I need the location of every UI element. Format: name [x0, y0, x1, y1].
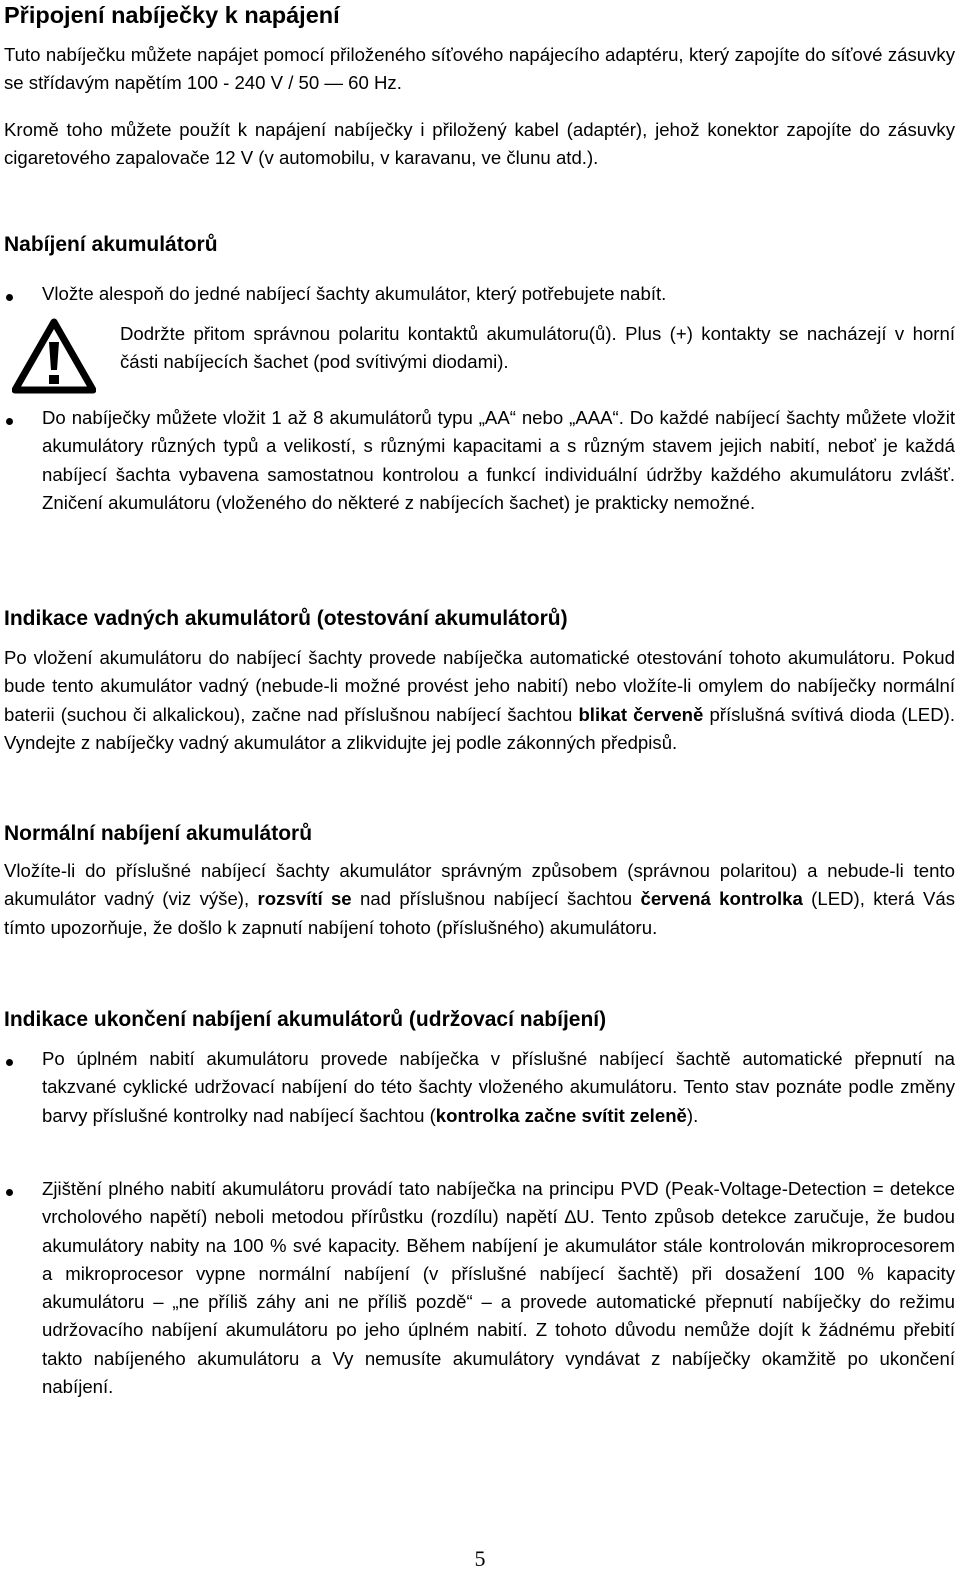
paragraph-adapter: Tuto nabíječku můžete napájet pomocí přiloženého síťového napájecího adaptéru, který zapojíte do síťové zásuvky se střídavým napětím 100 - 240 V / 50 — 60 Hz. [4, 44, 955, 94]
emphasis-green-indicator: kontrolka začne svítit zeleně [435, 1104, 687, 1126]
bullet-dot [6, 1189, 13, 1196]
section-heading-faulty: Indikace vadných akumulátorů (otestování akumulátorů) [4, 607, 568, 630]
emphasis-lights-up: rozsvítí se [257, 888, 352, 910]
section-heading-charging: Nabíjení akumulátorů [4, 233, 218, 256]
bullet-pvd-detection: Zjištění plného nabití akumulátoru provádí tato nabíječka na principu PVD (Peak-Voltage-Detection = detekce vrcholového napětí) neboli metodou přírůstku (rozdílu) napětí ∆U. Tento způsob detekce zaručuje, že budou akumulátory nabity na 100 % své kapacity. Během nabíjení je akumulátor stále kontrolován mikroprocesorem a mikroprocesor vypne normální nabíjení (v příslušné nabíjecí šachtě) při dosažení 100 % kapacity akumulátoru – „ne příliš záhy ani ne příliš pozdě“ – a provede automatické přepnutí nabíječky do režimu udržovacího nabíjení akumulátoru po jeho úplném nabití. Z tohoto důvodu nemůže dojít k žádnému přebití takto nabíjeného akumulátoru a Vy nemusíte akumulátory vyndávat z nabíječky okamžitě po ukončení nabíjení. [42, 1178, 955, 1398]
bullet-battery-types: Do nabíječky můžete vložit 1 až 8 akumulátorů typu „AA“ nebo „AAA“. Do každé nabíjecí šachty můžete vložit akumulátory různých typů a velikostí, s různými kapacitami a s různým stavem jejich nabití, neboť je každá nabíjecí šachta vybavena samostatnou kontrolou a funkcí individuální údržby každého akumulátoru zvlášť. Zničení akumulátoru (vloženého do některé z nabíjecích šachet) je prakticky nemožné. [42, 407, 955, 513]
section-heading-charge-end: Indikace ukončení nabíjení akumulátorů (udržovací nabíjení) [4, 1008, 607, 1031]
text-run: nad příslušnou nabíjecí šachtou [351, 888, 641, 910]
warning-triangle-icon [12, 318, 96, 394]
section-heading-normal-charging: Normální nabíjení akumulátorů [4, 822, 313, 845]
emphasis-red-indicator: červená kontrolka [640, 888, 803, 910]
paragraph-car-cable: Kromě toho můžete použít k napájení nabíječky i přiložený kabel (adaptér), jehož konektor zapojíte do zásuvky cigaretového zapalovače 12 V (v automobilu, v karavanu, ve člunu atd.). [4, 119, 955, 169]
bullet-dot [6, 418, 13, 425]
bullet-dot [6, 1059, 13, 1066]
page-number: 5 [474, 1546, 486, 1571]
text-run: (LED), která Vás tímto upozorňuje, že došlo k zapnutí nabíjení tohoto (příslušného) akumulátoru. [4, 888, 955, 938]
emphasis-blink-red: blikat červeně [578, 703, 704, 725]
warning-polarity-text: Dodržte přitom správnou polaritu kontaktů akumulátoru(ů). Plus (+) kontakty se nacházejí v horní části nabíjecích šachet (pod svítivými diodami). [120, 323, 955, 373]
text-run: Vložíte-li do příslušné nabíjecí šachty akumulátor správným způsobem (správnou polaritou) a nebude-li tento akumulátor vadný (viz výše), [4, 860, 955, 910]
text-run: příslušná svítivá dioda (LED). Vyndejte z nabíječky vadný akumulátor a zlikvidujte jej podle zákonných předpisů. [4, 703, 955, 753]
paragraph-faulty-battery [4, 644, 955, 757]
paragraph-normal-charging [4, 857, 955, 942]
text-run: ). [686, 1104, 699, 1126]
section-heading-power: Připojení nabíječky k napájení [4, 2, 340, 28]
bullet-dot [6, 294, 13, 301]
bullet-trickle-charge [42, 1045, 955, 1130]
bullet-insert-battery: Vložte alespoň do jedné nabíjecí šachty akumulátor, který potřebujete nabít. [42, 283, 667, 304]
text-run: Po vložení akumulátoru do nabíjecí šachty provede nabíječka automatické otestování tohoto akumulátoru. Pokud bude tento akumulátor vadný (nebude-li možné provést jeho nabití) nebo vložíte-li omylem do nabíječky normální baterii (suchou či alkalickou), začne nad příslušnou nabíjecí šachtou [4, 647, 955, 725]
text-run: Po úplném nabití akumulátoru provede nabíječka v příslušné nabíjecí šachtě automatické přepnutí na takzvané cyklické udržovací nabíjení do této šachty vloženého akumulátoru. Tento stav poznáte podle změny barvy příslušné kontrolky nad nabíjecí šachtou ( [42, 1048, 955, 1126]
